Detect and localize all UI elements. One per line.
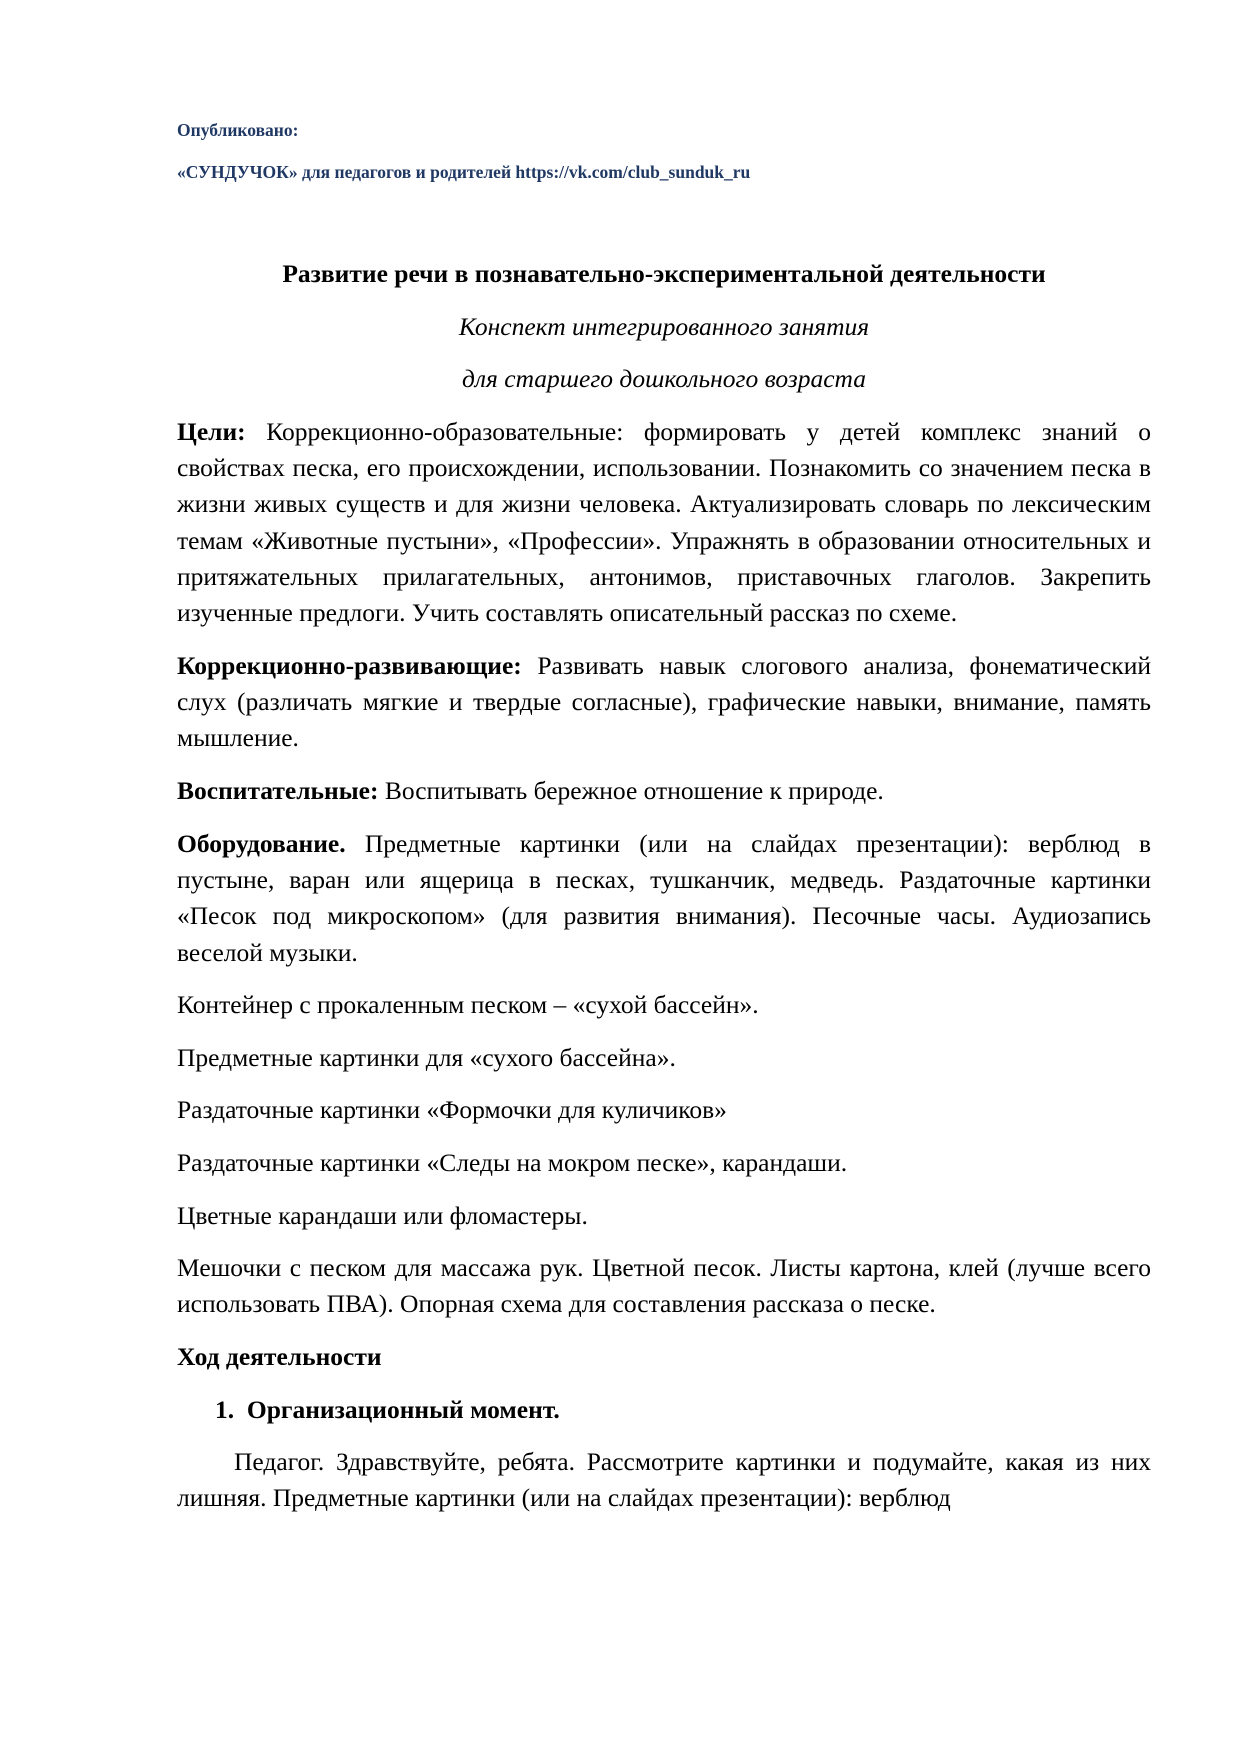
goals-text: Коррекционно-образовательные: формировать у детей комплекс знаний о свойствах песка, его происхождении, использовании. Познакомить со значением песка в жизни живых существ и для жизни человека. Актуализировать словарь по лексическим темам «Животные пустыни», «Профессии». Упражнять в образовании относительных и притяжательных прилагательных, антонимов, приставочных глаголов. Закрепить изученные предлоги. Учить составлять описательный рассказ по схеме.: [177, 416, 1151, 628]
developmental-text: Развивать навык слогового анализа, фонематический слух (различать мягкие и твердые согласные), графические навыки, внимание, память мышление.: [177, 650, 1151, 753]
equipment-label: Оборудование.: [177, 828, 346, 858]
educational-text: Воспитывать бережное отношение к природе.: [378, 776, 884, 806]
step-title: Организационный момент.: [246, 1394, 560, 1424]
document-body: [177, 256, 1151, 1533]
step-1-heading: [177, 1392, 1151, 1428]
equipment-item: Раздаточные картинки «Следы на мокром песке», карандаши.: [177, 1147, 848, 1177]
goals-paragraph: [177, 414, 1151, 632]
step-1-text: Педагог. Здравствуйте, ребята. Рассмотрите картинки и подумайте, какая из них лишняя. Предметные картинки (или на слайдах презентации): верблюд: [177, 1447, 1151, 1513]
equipment-item: Контейнер с прокаленным песком – «сухой бассейн».: [177, 990, 759, 1020]
equipment-text: Предметные картинки (или на слайдах презентации): верблюд в пустыне, варан или ящерица в песках, тушканчик, медведь. Раздаточные картинки «Песок под микроскопом» (для развития внимания). Песочные часы. Аудиозапись веселой музыки.: [177, 828, 1151, 967]
progress-heading: Ход деятельности: [177, 1341, 382, 1371]
developmental-label: Коррекционно-развивающие:: [177, 650, 522, 680]
equipment-item: Мешочки с песком для массажа рук. Цветной песок. Листы картона, клей (лучше всего использовать ПВА). Опорная схема для составления рассказа о песке.: [177, 1253, 1151, 1319]
developmental-paragraph: [177, 648, 1151, 757]
equipment-item: Предметные картинки для «сухого бассейна».: [177, 1042, 676, 1072]
equipment-item: Цветные карандаши или фломастеры.: [177, 1200, 588, 1230]
source-link[interactable]: «СУНДУЧОК» для педагогов и родителей https://vk.com/club_sunduk_ru: [177, 162, 751, 182]
published-label: Опубликовано:: [177, 120, 299, 140]
goals-label: Цели:: [177, 416, 246, 446]
document-subtitle: Конспект интегрированного занятия: [458, 311, 870, 341]
document-subtitle-audience: для старшего дошкольного возраста: [462, 364, 866, 394]
educational-label: Воспитательные:: [177, 776, 379, 806]
equipment-item: Раздаточные картинки «Формочки для куличиков»: [177, 1095, 727, 1125]
document-title: Развитие речи в познавательно-экспериментальной деятельности: [282, 259, 1046, 288]
step-number: 1.: [215, 1394, 235, 1424]
educational-paragraph: [177, 773, 1151, 809]
equipment-paragraph: [177, 826, 1151, 971]
